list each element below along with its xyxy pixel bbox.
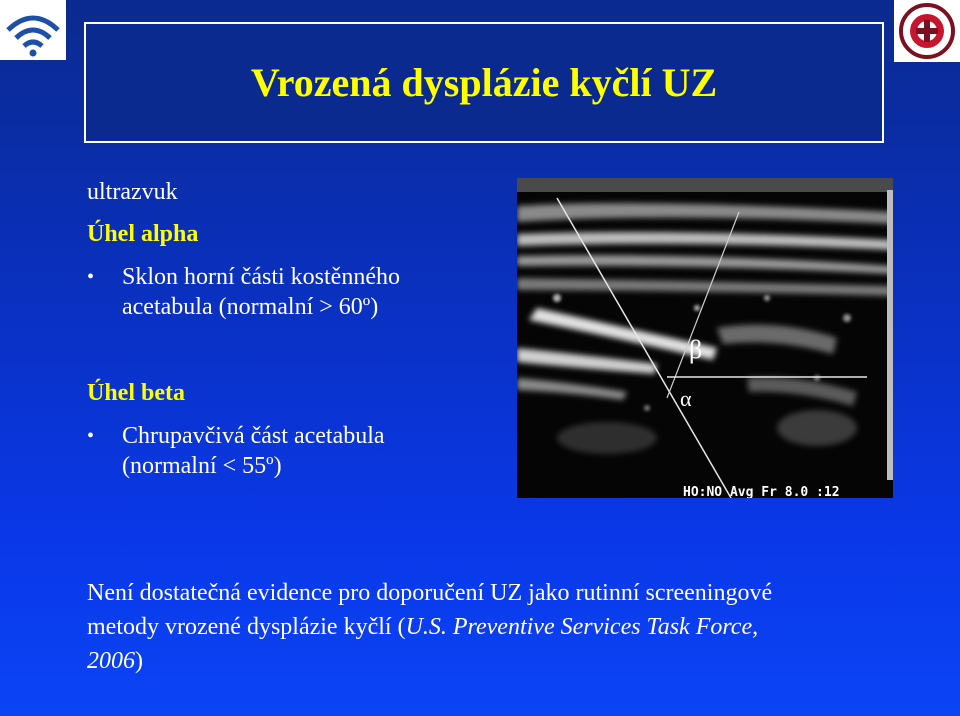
footer-citation-source: U.S. Preventive Services Task Force, <box>405 614 759 640</box>
footer-citation-year: 2006 <box>87 648 135 674</box>
heading-alpha: Úhel alpha <box>87 221 199 247</box>
footer-line2-plain: metody vrozené dysplázie kyčlí ( <box>87 614 406 640</box>
bullet-icon: • <box>87 266 95 288</box>
alpha-bullet-line1: Sklon horní části kostěnného <box>122 264 400 290</box>
bullet-icon: • <box>87 425 95 447</box>
beta-bullet-line2: (normalní < 55º) <box>122 453 282 479</box>
wireless-logo <box>0 0 66 60</box>
footer-note <box>87 576 937 678</box>
beta-angle-label: β <box>689 335 703 364</box>
image-readout: HO:NO Avg Fr 8.0 :12 <box>683 485 840 498</box>
university-seal-logo <box>894 0 960 62</box>
alpha-angle-label: α <box>680 386 692 411</box>
slide-title: Vrozená dysplázie kyčlí UZ <box>250 60 718 105</box>
ultrasound-image <box>517 178 893 498</box>
alpha-bullet-line2: acetabula (normalní > 60º) <box>122 294 379 320</box>
seal-icon <box>894 0 960 62</box>
heading-beta: Úhel beta <box>87 380 185 406</box>
beta-bullet-line1: Chrupavčivá část acetabula <box>122 423 385 449</box>
title-box <box>84 22 884 143</box>
footer-line2 <box>87 610 937 644</box>
footer-line3-plain: ) <box>135 648 143 674</box>
wifi-icon <box>0 0 66 60</box>
label-ultrazvuk: ultrazvuk <box>87 179 178 205</box>
footer-line1: Není dostatečná evidence pro doporučení UZ jako rutinní screeningové <box>87 580 773 606</box>
footer-line3 <box>87 644 937 678</box>
